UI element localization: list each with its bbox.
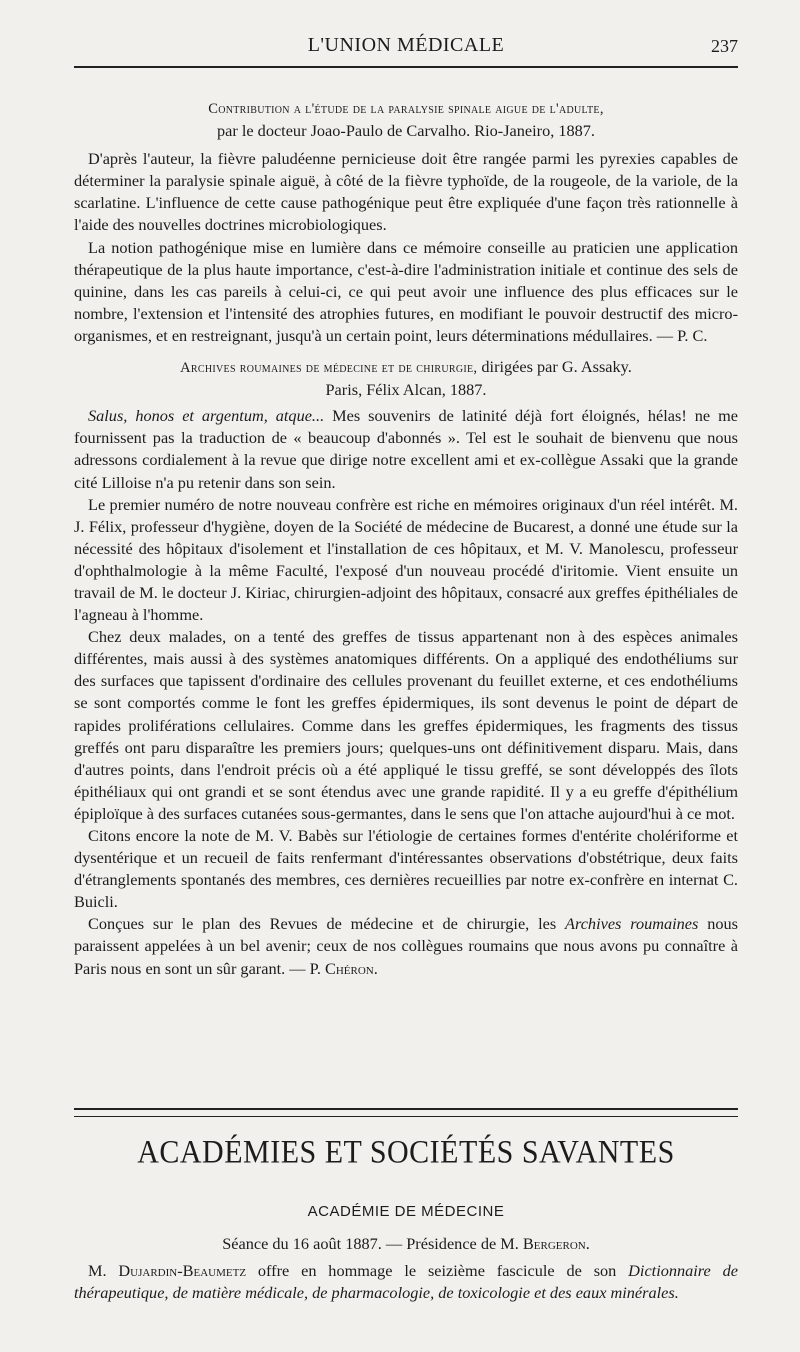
section-divider bbox=[74, 1108, 738, 1117]
review2-editor: dirigées par G. Assaky. bbox=[477, 357, 632, 377]
review2-paragraph-2: Le premier numéro de notre nouveau confrère est riche en mémoires originaux d'un réel intérêt. M. J. Félix, professeur d'hygiène, doyen de la Société de médecine de Bucarest, a donné une étude sur la nécessité des hôpitaux d'isolement et l'installation de ces hôpitaux, et M. V. Manolescu, professeur d'ophthalmologie à la même Faculté, l'exposé d'un nouveau procédé d'iritomie. Vient ensuite un travail de M. le docteur J. Kiriac, chirurgien-adjoint des hôpitaux, consacré aux greffes épithéliales de l'agneau à l'homme. bbox=[74, 494, 738, 625]
review2-signature: P. Chéron. bbox=[309, 958, 378, 978]
review2-paragraph-1-text: Mes souvenirs de latinité déjà fort éloignés, hélas! ne me fournissent pas la traduction de « beaucoup d'abonnés ». Tel est le souhait de bienvenu que nous adressons cordialement à la revue que dirige notre excellent ami et ex-collègue Assaki que la grande cité Lilloise n'a pu retenir dans son sein. bbox=[74, 406, 738, 492]
reviews-column bbox=[74, 97, 738, 980]
session-text: Séance du 16 août 1887. — Présidence de M. bbox=[222, 1234, 523, 1253]
review2-heading bbox=[74, 356, 738, 379]
review2-paragraph-5 bbox=[74, 913, 738, 979]
speaker-name: M. Dujardin-Beaumetz bbox=[88, 1261, 247, 1281]
journal-name-italic: Archives roumaines bbox=[565, 914, 699, 934]
review1-paragraph-1: D'après l'auteur, la fièvre paludéenne pernicieuse doit être rangée parmi les pyrexies capables de déterminer la paralysie spinale aiguë, à côté de la fièvre typhoïde, de la rougeole, de la variole, de la scarlatine. L'influence de cette cause pathogénique peut être expliquée d'une façon très rationnelle à l'aide des nouvelles doctrines microbiologiques. bbox=[74, 149, 738, 235]
dictionary-title: Dictionnaire de thérapeutique, de matière médicale, de pharmacologie, de toxicologie et des eaux minérales. bbox=[74, 1261, 738, 1303]
section-subtitle: ACADÉMIE DE MÉDECINE bbox=[307, 1203, 505, 1220]
session-president: Bergeron. bbox=[522, 1234, 590, 1253]
academy-paragraph-text: offre en hommage le seizième fascicule de son bbox=[246, 1261, 629, 1281]
review2-paragraph-5-rest: nous paraissent appelées à un bel avenir; ceux de nos collègues roumains que nous avons pu connaître à Paris nous en sont un sûr garant. — bbox=[74, 914, 738, 978]
review1-byline: par le docteur Joao-Paulo de Carvalho. Rio-Janeiro, 1887. bbox=[217, 121, 595, 141]
latin-quote: Salus, honos et argentum, atque... bbox=[88, 406, 325, 426]
section-title: ACADÉMIES ET SOCIÉTÉS SAVANTES bbox=[137, 1134, 675, 1171]
review1-title: Contribution a l'étude de la paralysie spinale aigue de l'adulte, bbox=[208, 101, 604, 117]
review1-paragraph-2: La notion pathogénique mise en lumière dans ce mémoire conseille au praticien une application thérapeutique de la plus haute importance, c'est-à-dire l'administration initiale et continue des sels de quinine, dans les cas pareils à celui-ci, ce qui peut avoir une influence des plus efficaces sur le nombre, l'extension et l'intensité des atrophies futures, en modifiant le pouvoir destructif des micro-organismes, et en restreignant, jusqu'à un certain point, leurs déterminations médullaires. — P. C. bbox=[74, 237, 738, 345]
header-rule bbox=[74, 66, 738, 68]
journal-title: L'UNION MÉDICALE bbox=[307, 34, 505, 56]
review2-paragraph-5-start: Conçues sur le plan des Revues de médecine et de chirurgie, les bbox=[88, 914, 566, 934]
spacer bbox=[74, 347, 738, 356]
review2-paragraph-1 bbox=[74, 405, 738, 493]
page-number: 237 bbox=[711, 36, 738, 56]
review2-paragraph-4: Citons encore la note de M. V. Babès sur l'étiologie de certaines formes d'entérite cholériforme et dysentérique et un recueil de faits renfermant d'intéressantes observations d'obstétrique, deux faits d'étranglements spontanés des membres, ces dernières recueillies par notre ex-confrère en internat C. Buicli. bbox=[74, 826, 738, 912]
review2-publisher: Paris, Félix Alcan, 1887. bbox=[325, 380, 487, 400]
session-line bbox=[74, 1233, 738, 1255]
review2-paragraph-3: Chez deux malades, on a tenté des greffes de tissus appartenant non à des espèces animales différentes, mais aussi à des systèmes anatomiques différents. On a appliqué des endothéliums sur des surfaces que tapissent d'ordinaire des cellules provenant du feuillet externe, et ces endothéliums se sont comportés comme le font les greffes épidermiques, ils sont devenus le point de départ de rapides proliférations cellulaires. Comme dans les greffes épidermiques, les fragments des tissus greffés ont paru disparaître les premiers jours; quelques-uns ont définitivement disparu. Mais, dans d'autres points, dans l'endroit précis où a été appliqué le tissu greffé, se sont développés des îlots épithéliaux qui ont grandi et se sont étendus avec une grande rapidité. Il y a eu greffe d'épithélium épiploïque à des surfaces cutanées sous-germantes, dans le sens que l'on attache aujourd'hui à ce mot. bbox=[74, 627, 738, 823]
running-head bbox=[74, 34, 738, 60]
review1-heading bbox=[74, 97, 738, 120]
academy-paragraph bbox=[74, 1260, 738, 1304]
review2-title: Archives roumaines de médecine et de chirurgie, bbox=[180, 360, 478, 377]
academy-column bbox=[74, 1233, 738, 1304]
